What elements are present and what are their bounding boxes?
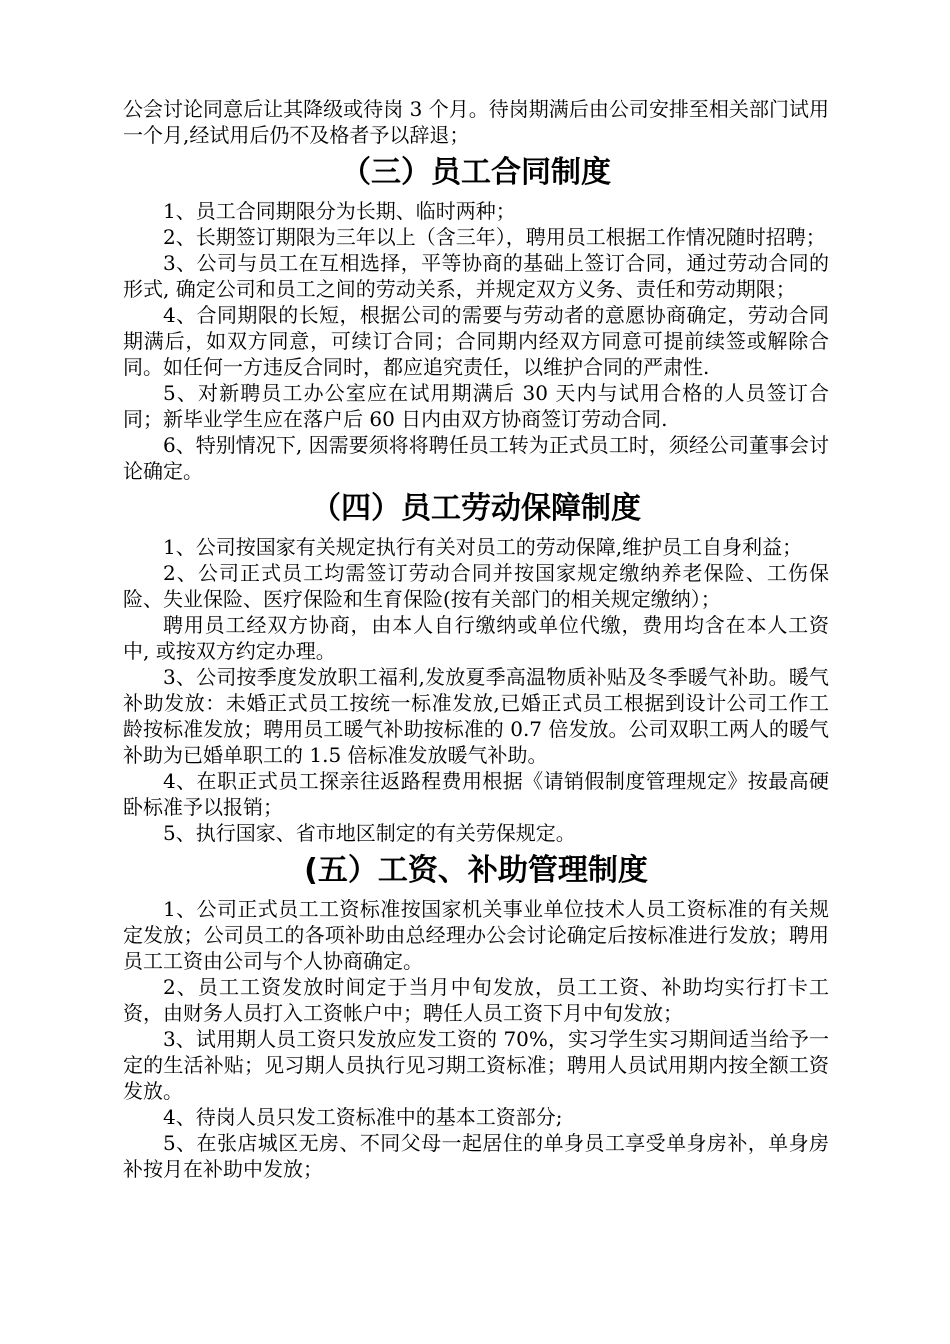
document-page (123, 96, 829, 1182)
section-heading-contract: （三）员工合同制度 (341, 155, 611, 190)
labor-item-2: 2、公司正式员工均需签订劳动合同并按国家规定缴纳养老保险、工伤保险、失业保险、医疗保险和生育保险(按有关部门的相关规定缴纳）； (123, 561, 829, 611)
section-heading-labor-protection: （四）员工劳动保障制度 (311, 491, 641, 526)
paragraph-continued: 公会讨论同意后让其降级或待岗 3 个月。待岗期满后由公司安排至相关部门试用一个月,经试用后仍不及格者予以辞退； (123, 97, 829, 147)
wage-item-2: 2、员工工资发放时间定于当月中旬发放，员工工资、补助均实行打卡工资，由财务人员打入工资帐户中；聘任人员工资下月中旬发放； (123, 975, 829, 1025)
labor-item-1: 1、公司按国家有关规定执行有关对员工的劳动保障,维护员工自身利益； (163, 535, 803, 559)
labor-item-5: 5、执行国家、省市地区制定的有关劳保规定。 (163, 821, 576, 845)
contract-item-6: 6、特别情况下, 因需要须将将聘任员工转为正式员工时，须经公司董事会讨论确定。 (123, 433, 829, 483)
wage-item-1: 1、公司正式员工工资标准按国家机关事业单位技术人员工资标准的有关规定发放；公司员工的各项补助由总经理办公会讨论确定后按标准进行发放；聘用员工工资由公司与个人协商确定。 (123, 897, 829, 973)
contract-item-2: 2、长期签订期限为三年以上（含三年），聘用员工根据工作情况随时招聘； (163, 225, 826, 249)
labor-item-4: 4、在职正式员工探亲往返路程费用根据《请销假制度管理规定》按最高硬卧标准予以报销； (123, 769, 829, 819)
labor-item-3: 3、公司按季度发放职工福利,发放夏季高温物质补贴及冬季暖气补助。暖气补助发放：未婚正式员工按统一标准发放,已婚正式员工根据到设计公司工作工龄按标准发放；聘用员工暖气补助按标准的 0.7 倍发放。公司双职工两人的暖气补助为已婚单职工的 1.5 倍标准发放暖气补助。 (123, 665, 829, 767)
wage-item-5: 5、在张店城区无房、不同父母一起居住的单身员工享受单身房补，单身房补按月在补助中发放； (123, 1131, 829, 1181)
contract-item-5: 5、对新聘员工办公室应在试用期满后 30 天内与试用合格的人员签订合同；新毕业学生应在落户后 60 日内由双方协商签订劳动合同. (123, 381, 829, 431)
contract-item-4: 4、合同期限的长短，根据公司的需要与劳动者的意愿协商确定，劳动合同期满后，如双方同意，可续订合同；合同期内经双方同意可提前续签或解除合同。如任何一方违反合同时，都应追究责任，以维护合同的严肃性. (123, 303, 829, 379)
labor-item-2-note: 聘用员工经双方协商，由本人自行缴纳或单位代缴，费用均含在本人工资中, 或按双方约定办理。 (123, 613, 829, 663)
contract-item-1: 1、员工合同期限分为长期、临时两种； (163, 199, 516, 223)
wage-item-4: 4、待岗人员只发工资标准中的基本工资部分; (163, 1105, 563, 1129)
section-heading-wages: (五）工资、补助管理制度 (304, 853, 648, 888)
contract-item-3: 3、公司与员工在互相选择，平等协商的基础上签订合同，通过劳动合同的形式, 确定公司和员工之间的劳动关系，并规定双方义务、责任和劳动期限； (123, 251, 829, 301)
wage-item-3: 3、试用期人员工资只发放应发工资的 70%，实习学生实习期间适当给予一定的生活补贴；见习期人员执行见习期工资标准；聘用人员试用期内按全额工资发放。 (123, 1027, 829, 1103)
